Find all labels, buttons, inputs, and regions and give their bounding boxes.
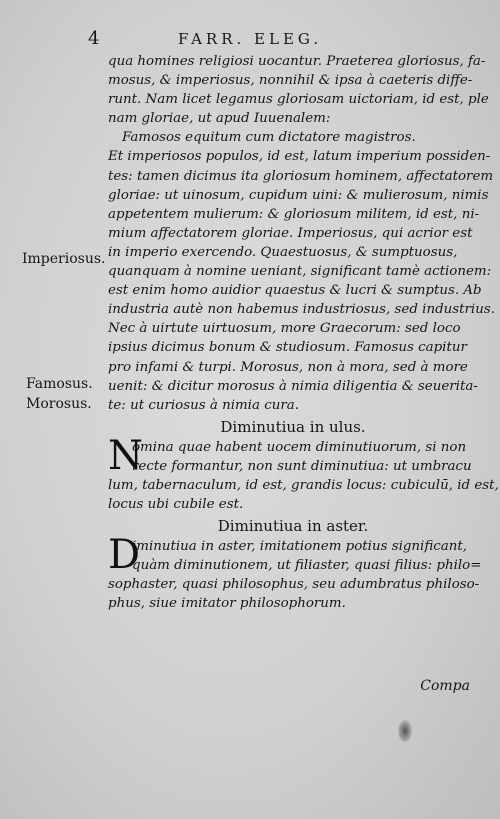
margin-note-imperiosus: Imperiosus. bbox=[22, 251, 106, 267]
text-line: quàm diminutionem, ut filiaster, quasi filius: philo= bbox=[132, 558, 482, 574]
text-line: locus ubi cubile est. bbox=[108, 497, 244, 513]
text-line: gloriae: ut uinosum, cupidum uini: & mulierosum, nimis bbox=[108, 187, 489, 203]
text-line: iminutiua in aster, imitationem potius significant, bbox=[132, 539, 468, 555]
text-line: Nec à uirtute uirtuosum, more Graecorum: sed loco bbox=[108, 321, 461, 337]
text-line: lum, tabernaculum, id est, grandis locus: cubiculū, id est, bbox=[108, 477, 499, 493]
running-title: FARR. ELEG. bbox=[178, 30, 323, 48]
catchword: Compa bbox=[420, 678, 470, 694]
text-line: runt. Nam licet legamus gloriosam uictoriam, id est, ple bbox=[108, 92, 489, 108]
text-line: pro infami & turpi. Morosus, non à mora, sed à more bbox=[108, 359, 468, 375]
text-line: mium affectatorem gloriae. Imperiosus, qui acrior est bbox=[108, 225, 473, 241]
text-line: sophaster, quasi philosophus, seu adumbratus philoso- bbox=[108, 577, 480, 593]
text-line: qua homines religiosi uocantur. Praeterea gloriosus, fa- bbox=[108, 54, 486, 69]
paragraph-aster bbox=[108, 532, 482, 613]
text-line: phus, siue imitator philosophorum. bbox=[108, 596, 346, 612]
margin-note-famosus: Famosus. bbox=[26, 376, 93, 392]
text-line: appetentem mulierum: & gloriosum militem, id est, ni- bbox=[108, 206, 480, 222]
text-line: uenit: & dicitur morosus à nimia diligentia & seuerita- bbox=[108, 378, 478, 394]
text-line: ipsius dicimus bonum & studiosum. Famosus capitur bbox=[108, 340, 467, 356]
text-line: in imperio exercendo. Quaestuosus, & sumptuosus, bbox=[108, 244, 458, 260]
text-line: est enim homo auidior quaestus & lucri & sumptus. Ab bbox=[108, 283, 482, 299]
text-line: Et imperiosos populos, id est, latum imperium possiden- bbox=[108, 149, 491, 165]
text-line: industria autè non habemus industriosus, sed industrius. bbox=[108, 302, 495, 318]
section-heading-ulus: Diminutiua in ulus. bbox=[220, 417, 366, 436]
page-number: 4 bbox=[88, 28, 100, 49]
text-line: recte formantur, non sunt diminutiua: ut umbracu bbox=[132, 458, 472, 474]
ink-smudge bbox=[398, 720, 412, 742]
drop-cap: N bbox=[108, 432, 143, 479]
page-header bbox=[0, 28, 500, 52]
paragraph-ulus bbox=[108, 432, 499, 514]
text-line: te: ut curiosus à nimia cura. bbox=[108, 397, 299, 413]
text-block bbox=[108, 52, 499, 614]
text-line: quanquam à nomine ueniant, significant tamè actionem: bbox=[108, 264, 492, 280]
text-line: nam gloriae, ut apud Iuuenalem: bbox=[108, 111, 331, 127]
quotation-line: Famosos equitum cum dictatore magistros. bbox=[122, 130, 416, 146]
margin-note-morosus: Morosus. bbox=[26, 396, 92, 412]
text-line: omina quae habent uocem diminutiuorum, si non bbox=[132, 439, 467, 455]
section-heading-aster: Diminutiua in aster. bbox=[217, 517, 369, 536]
drop-cap: D bbox=[108, 532, 141, 579]
text-line: mosus, & imperiosus, nonnihil & ipsa à caeteris diffe- bbox=[108, 73, 473, 89]
text-line: tes: tamen dicimus ita gloriosum hominem, affectatorem bbox=[108, 168, 494, 184]
